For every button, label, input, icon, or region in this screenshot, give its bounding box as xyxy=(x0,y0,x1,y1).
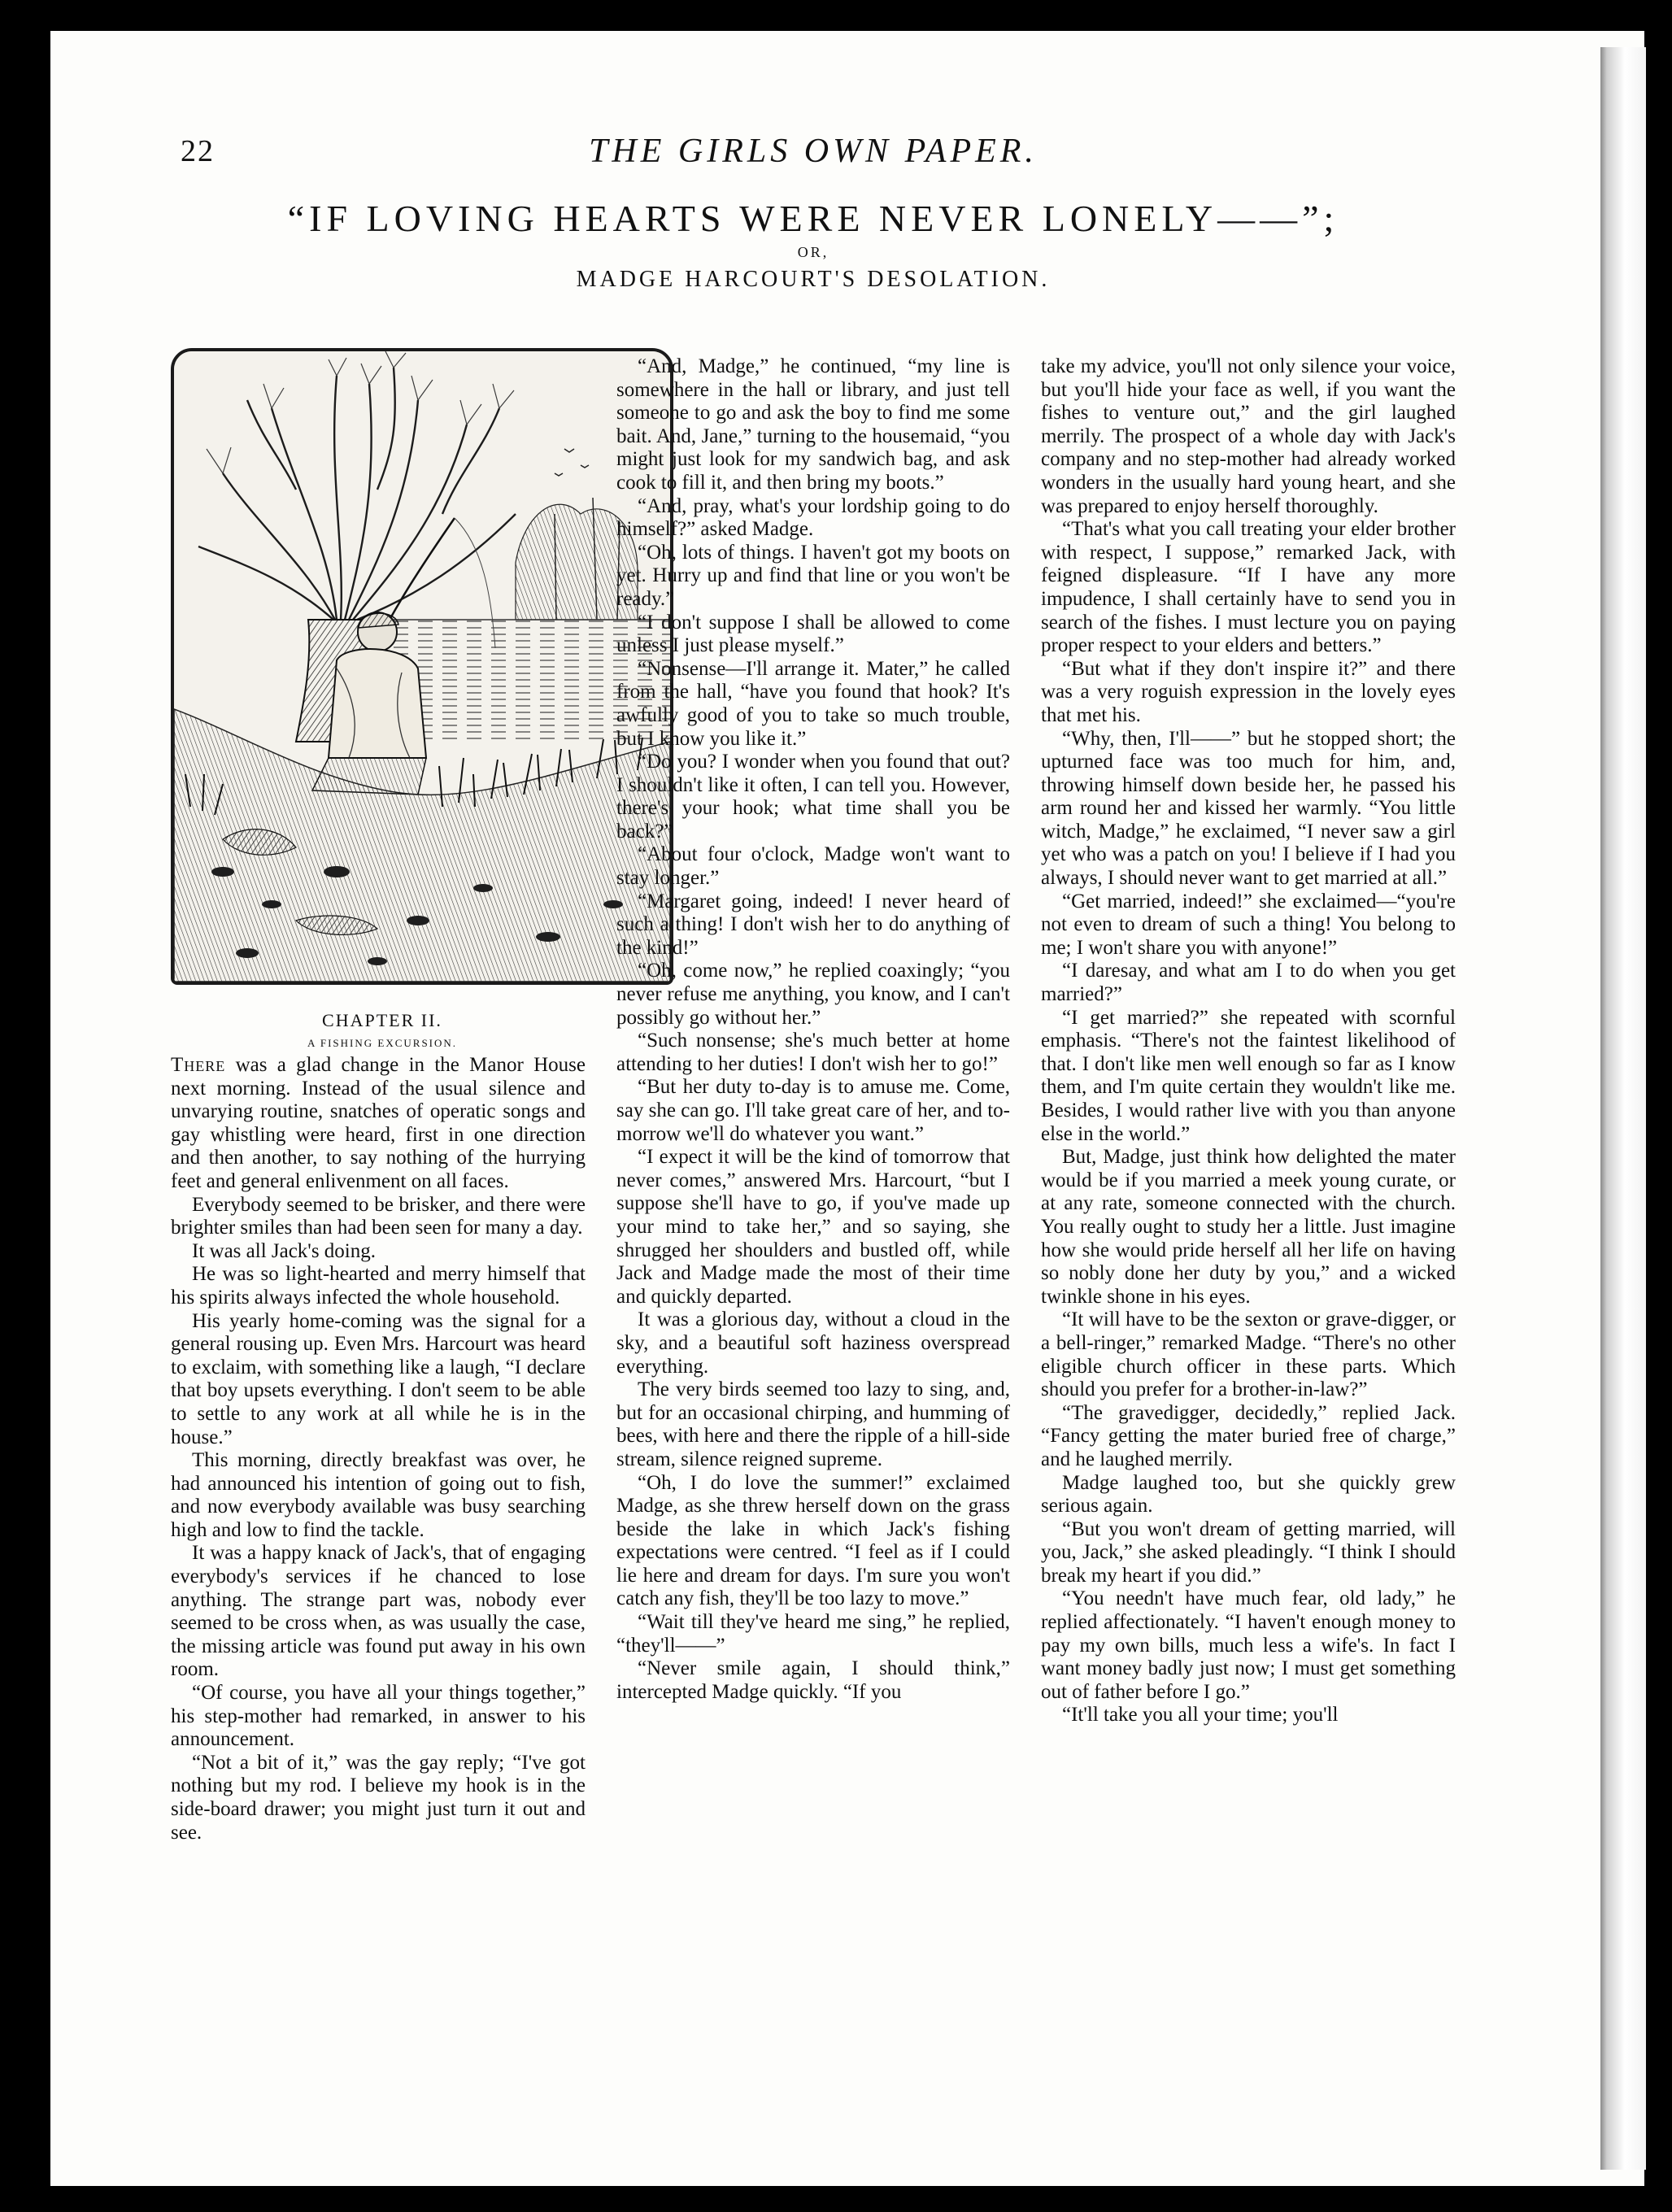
paragraph: take my advice, you'll not only silence your voice, but you'll hide your face as well, if you want the fishes to venture out,” and the girl laughed merrily. The prospect of a whole day with Jack's company and no step-mother had already worked wonders in the usually hard young heart, and she was prepared to enjoy herself thoroughly. xyxy=(1041,355,1456,517)
paragraph: “Of course, you have all your things together,” his step-mother had remarked, in answer to his announcement. xyxy=(171,1682,586,1751)
page-number: 22 xyxy=(181,134,215,168)
journal-title: THE GIRLS OWN PAPER. xyxy=(589,133,1038,170)
paragraph: Madge laughed too, but she quickly grew serious again. xyxy=(1041,1471,1456,1517)
paragraph: “It'll take you all your time; you'll xyxy=(1062,1704,1339,1726)
opening-word: There xyxy=(171,1054,226,1076)
paragraph: “You needn't have much fear, old lady,” he replied affectionately. “I haven't enough money to pay my own bills, much less a wife's. In fact I want money badly just now; I must get something out of father before I go.” xyxy=(1041,1587,1456,1703)
paragraph: “Oh, I do love the summer!” exclaimed Madge, as she threw herself down on the grass beside the lake in which Jack's fishing expectations were centred. “I feel as if I could lie here and dream for days. I'm sure you won't catch any fish, they'll be too lazy to move.” xyxy=(616,1471,1010,1610)
paragraph: “Get married, indeed!” she exclaimed—“you're not even to dream of such a thing! You belong to me; I won't share you with anyone!” xyxy=(1041,890,1456,959)
paragraph-text: was a glad change in the Manor House next morning. Instead of the usual silence and unvarying routine, snatches of operatic songs and gay whistling were heard, first in one direction and then another, to say nothing of the hurrying feet and general enlivenment on all faces. xyxy=(171,1054,586,1192)
paragraph: “Wait till they've heard me sing,” he replied, “they'll——” xyxy=(616,1611,1010,1657)
paragraph: The very birds seemed too lazy to sing, and, but for an occasional chirping, and humming of bees, with here and there the ripple of a hill-side stream, silence reigned supreme. xyxy=(616,1378,1010,1470)
paragraph: “About four o'clock, Madge won't want to stay longer.” xyxy=(616,843,1010,890)
paragraph: It was a glorious day, without a cloud in the sky, and a beautiful soft haziness overspread everything. xyxy=(616,1308,1010,1378)
paragraph: But, Madge, just think how delighted the mater would be if you married a meek young curate, or at any rate, someone connected with the church. You really ought to study her a little. Just imagine how she would pride herself all her life on having so nobly done her duty by you,” and a wicked twinkle shone in his eyes. xyxy=(1041,1146,1456,1308)
paragraph: “I don't suppose I shall be allowed to come unless I just please myself.” xyxy=(616,611,1010,657)
paragraph: “But her duty to-day is to amuse me. Come, say she can go. I'll take great care of her, and to-morrow we'll do whatever you want.” xyxy=(616,1076,1010,1145)
text-column-3 xyxy=(1041,355,1456,1727)
paragraph xyxy=(171,1054,586,1194)
paragraph: “I get married?” she repeated with scornful emphasis. “There's not the faintest likelihood of that. I don't like men well enough so far as I know them, and I'm quite certain they wouldn't like me. Besides, I would rather live with you than anyone else in the world.” xyxy=(1041,1006,1456,1145)
paragraph: “Do you? I wonder when you found that out? I shouldn't like it often, I can tell you. However, there's your hook; what time shall you be back?” xyxy=(616,751,1010,843)
paragraph: “I daresay, and what am I to do when you get married?” xyxy=(1041,960,1456,1006)
story-subtitle: MADGE HARCOURT'S DESOLATION. xyxy=(576,267,1051,292)
paragraph: It was all Jack's doing. xyxy=(192,1239,376,1262)
paragraph: “Margaret going, indeed! I never heard of such a thing! I don't wish her to do anything of the kind!” xyxy=(616,890,1010,959)
paragraph: Everybody seemed to be brisker, and there were brighter smiles than had been seen for many a day. xyxy=(171,1193,586,1239)
paragraph: “And, pray, what's your lordship going to do himself?” asked Madge. xyxy=(616,494,1010,541)
paragraph: “Oh, lots of things. I haven't got my boots on yet. Hurry up and find that line or you won't be ready.” xyxy=(616,541,1010,610)
paragraph: “Why, then, I'll——” but he stopped short; the upturned face was too much for him, and, throwing himself down beside her, he passed his arm round her and kissed her warmly. “You little witch, Madge,” he exclaimed, “I never saw a girl yet who was a patch on you! I believe if I had you always, I should never want to get married at all.” xyxy=(1041,727,1456,890)
paragraph: “And, Madge,” he continued, “my line is somewhere in the hall or library, and just tell someone to go and ask the boy to find me some bait. And, Jane,” turning to the housemaid, “you might just look for my sandwich bag, and ask cook to fill it, and then bring my boots.” xyxy=(616,355,1010,494)
paragraph: It was a happy knack of Jack's, that of engaging everybody's services if he chanced to lose anything. The strange part was, nobody ever seemed to be cross when, as was usually the case, the missing article was found put away in his own room. xyxy=(171,1542,586,1681)
paragraph: He was so light-hearted and merry himself that his spirits always infected the whole household. xyxy=(171,1263,586,1308)
paragraph: “It will have to be the sexton or grave-digger, or a bell-ringer,” remarked Madge. “There's no other eligible church officer in these parts. Which should you prefer for a brother-in-law?” xyxy=(1041,1308,1456,1401)
paragraph: “Nonsense—I'll arrange it. Mater,” he called from the hall, “have you found that hook? It's awfully good of you to take so much trouble, but I know you like it.” xyxy=(616,657,1010,750)
paragraph: “But you won't dream of getting married, will you, Jack,” she asked pleadingly. “I think I should break my heart if you did.” xyxy=(1041,1517,1456,1587)
paragraph: “But what if they don't inspire it?” and there was a very roguish expression in the lovely eyes that met his. xyxy=(1041,657,1456,726)
story-title: “IF LOVING HEARTS WERE NEVER LONELY——”; xyxy=(287,198,1339,239)
chapter-heading: CHAPTER II. xyxy=(322,1010,442,1030)
paragraph: “That's what you call treating your elder brother with respect, I suppose,” remarked Jack, with feigned displeasure. “If I have any more impudence, I shall certainly have to send you in search of the fishes. I must lecture you on paying proper respect to your elders and betters.” xyxy=(1041,518,1456,657)
paragraph: “I expect it will be the kind of tomorrow that never comes,” answered Mrs. Harcourt, “but I suppose she'll have to go, if you've made up your mind to take her,” and so saying, she shrugged her shoulders and bustled off, while Jack and Madge made the most of their time and quickly departed. xyxy=(616,1146,1010,1308)
paragraph: “Such nonsense; she's much better at home attending to her duties! I don't wish her to go!” xyxy=(616,1030,1010,1075)
text-column-1 xyxy=(171,1054,586,1844)
page-edge xyxy=(1600,47,1646,2170)
fishing-illustration xyxy=(171,348,673,985)
paragraph: “Never smile again, I should think,” intercepted Madge quickly. “If you xyxy=(616,1657,1010,1703)
title-or: OR, xyxy=(797,244,829,260)
text-column-2 xyxy=(616,355,1010,1704)
chapter-subheading: A FISHING EXCURSION. xyxy=(307,1037,458,1049)
paragraph: “The gravedigger, decidedly,” replied Jack. “Fancy getting the mater buried free of charge,” and he laughed merrily. xyxy=(1041,1401,1456,1470)
magazine-page xyxy=(171,122,1456,2057)
paragraph: His yearly home-coming was the signal for a general rousing up. Even Mrs. Harcourt was heard to exclaim, with something like a laugh, “I declare that boy upsets everything. I don't seem to be able to settle to any work at all while he is in the house.” xyxy=(171,1309,586,1448)
paragraph: This morning, directly breakfast was over, he had announced his intention of going out to fish, and now everybody available was busy searching high and low to find the tackle. xyxy=(171,1449,586,1541)
fishing-scene-engraving xyxy=(174,351,670,982)
running-head xyxy=(171,122,1456,171)
paragraph: “Not a bit of it,” was the gay reply; “I've got nothing but my rod. I believe my hook is in the side-board drawer; you might just turn it out and see. xyxy=(171,1751,586,1844)
paragraph: “Oh, come now,” he replied coaxingly; “you never refuse me anything, you know, and I can't possibly go without her.” xyxy=(616,960,1010,1029)
